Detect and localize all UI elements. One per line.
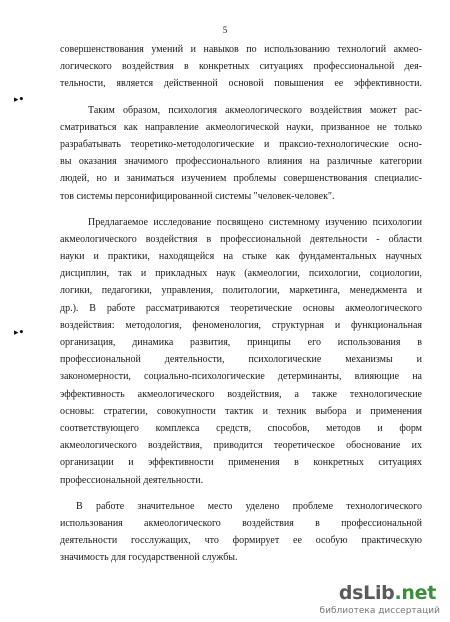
text-line: др.). В работе рассматриваются теоретические основы акмеологического xyxy=(60,302,422,314)
text-line: организации и эффективности применения в конкретных ситуациях xyxy=(60,457,422,469)
dslib-watermark xyxy=(282,582,442,616)
text-line: организация, динамика развития, принципы его использования в xyxy=(60,337,422,348)
text-line: профессиональной деятельности. xyxy=(60,474,204,486)
margin-mark-icon: ▸• xyxy=(14,95,25,105)
text-line: воздействия: методология, феноменология, структурная и функциональная xyxy=(60,319,422,331)
watermark-tagline: библиотека диссертаций xyxy=(319,606,440,616)
text-line: дисциплин, так и прикладных наук (акмеологии, психологии, социологии, xyxy=(60,268,422,280)
text-line: вы оказания значимого профессионального влияния на различные категории xyxy=(60,156,422,168)
text-line: логического воздействия в конкретных ситуациях профессиональной дея- xyxy=(60,61,422,73)
text-line: совершенствования умений и навыков по использованию технологий акмео- xyxy=(60,44,422,55)
text-line: науки и практики, находящейся на стыке как фундаментальных научных xyxy=(60,251,422,263)
paragraph xyxy=(60,214,422,489)
text-line: соответствующего комплекса средств, способов, методов и форм xyxy=(60,422,422,434)
margin-mark-icon: ▸• xyxy=(14,328,25,338)
text-line: профессиональной деятельности, психологические механизмы и xyxy=(60,354,422,366)
text-line: значимость для государственной службы. xyxy=(60,552,238,564)
text-line: тов системы персонифицированной системы "человек-человек". xyxy=(60,190,335,202)
text-line: основы: стратегии, совокупности тактик и техник выбора и применения xyxy=(60,405,422,417)
dslib-logo xyxy=(339,582,436,604)
text-line: сматриваться как направление акмеологической науки, призванное не только xyxy=(60,121,422,133)
text-line: Таким образом, психология акмеологического воздействия может рас- xyxy=(88,104,422,116)
text-line: закономерности, социально-психологические детерминанты, влияющие на xyxy=(60,371,422,383)
paragraph xyxy=(60,498,422,567)
text-line: использования акмеологического воздействия в профессиональной xyxy=(60,517,422,529)
text-line: эффективность акмеологического воздействия, а также технологические xyxy=(60,388,422,400)
logo-main-text: dsLib xyxy=(338,582,395,604)
paragraph xyxy=(60,41,422,93)
text-line: деятельности госслужащих, что формирует ее особую практическую xyxy=(60,535,422,547)
text-line: В работе значительное место уделено проблеме технологического xyxy=(76,500,422,512)
page-number: 5 xyxy=(222,25,228,35)
text-line: акмеологического воздействия, приводится теоретическое обоснование их xyxy=(60,440,422,452)
paragraph xyxy=(60,102,422,205)
text-line: логики, педагогики, управления, политологии, маркетинга, менеджмента и xyxy=(60,285,422,297)
text-line: Предлагаемое исследование посвящено системному изучению психологии xyxy=(88,216,422,228)
text-line: акмеологического воздействия в профессиональной деятельности - области xyxy=(60,233,422,245)
text-line: людей, но и заниматься изучением проблемы совершенствования специалис- xyxy=(60,173,422,185)
text-line: разрабатывать теоретико-методологические и праксио-технологические осно- xyxy=(60,138,422,150)
logo-suffix-text: .net xyxy=(394,582,436,604)
text-line: тельности, является действенной основой повышения ее эффективности. xyxy=(60,78,422,90)
document-body xyxy=(60,41,422,566)
